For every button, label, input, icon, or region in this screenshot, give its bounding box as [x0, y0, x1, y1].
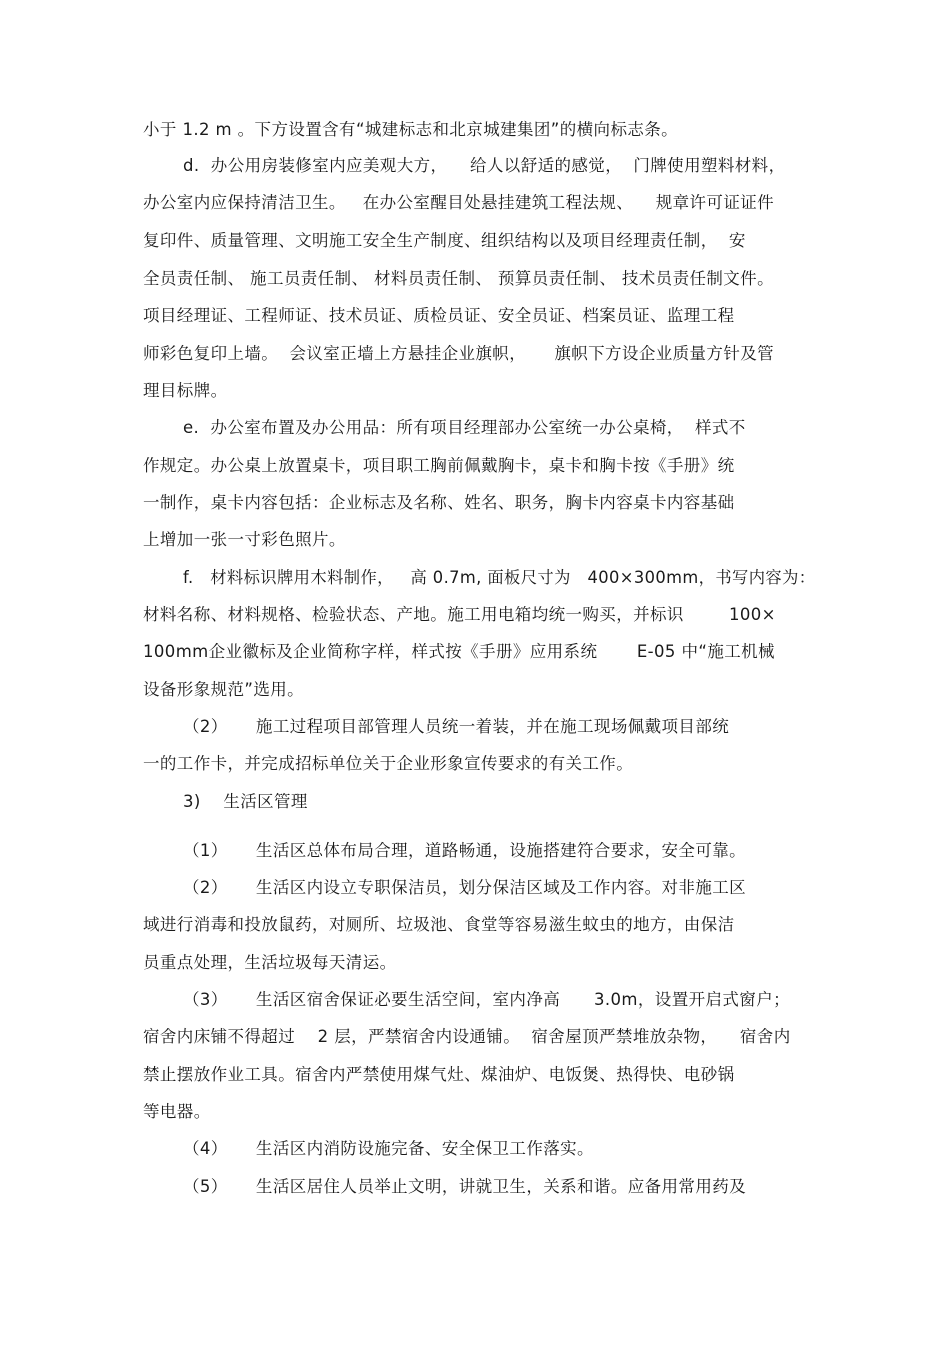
text-line: （2） 生活区内设立专职保洁员，划分保洁区域及工作内容。对非施工区: [183, 878, 747, 897]
text-line: 理目标牌。: [143, 381, 228, 400]
text-line: （3） 生活区宿舍保证必要生活空间，室内净高 3.0m，设置开启式窗户；: [183, 990, 791, 1009]
text-line: 100mm企业徽标及企业简称字样，样式按《手册》应用系统 E-05 中“施工机械: [143, 642, 775, 661]
text-line: 宿舍内床铺不得超过 2 层，严禁宿舍内设通铺。 宿舍屋顶严禁堆放杂物， 宿舍内: [143, 1027, 791, 1046]
text-line: （1） 生活区总体布局合理，道路畅通，设施搭建符合要求，安全可靠。: [183, 841, 747, 860]
text-line: 等电器。: [143, 1102, 211, 1121]
text-line: 一的工作卡，并完成招标单位关于企业形象宣传要求的有关工作。: [143, 754, 634, 773]
text-line: 复印件、质量管理、文明施工安全生产制度、组织结构以及项目经理责任制， 安: [143, 231, 746, 250]
text-line: d. 办公用房装修室内应美观大方， 给人以舒适的感觉， 门牌使用塑料材料，: [183, 156, 786, 175]
text-line: 禁止摆放作业工具。宿舍内严禁使用煤气灶、煤油炉、电饭煲、热得快、电砂锅: [143, 1065, 735, 1084]
text-line: 设备形象规范”选用。: [143, 680, 305, 699]
text-line: 项目经理证、工程师证、技术员证、质检员证、安全员证、档案员证、监理工程: [143, 306, 735, 325]
text-line: 域进行消毒和投放鼠药，对厕所、垃圾池、食堂等容易滋生蚊虫的地方，由保洁: [143, 915, 735, 934]
text-line: 作规定。办公桌上放置桌卡，项目职工胸前佩戴胸卡，桌卡和胸卡按《手册》统: [143, 456, 735, 475]
text-line: 3) 生活区管理: [183, 792, 308, 811]
text-line: 小于 1.2 m 。下方设置含有“城建标志和北京城建集团”的横向标志条。: [143, 120, 679, 139]
text-line: 材料名称、材料规格、检验状态、产地。施工用电箱均统一购买，并标识 100×: [143, 605, 776, 624]
text-line: 全员责任制、 施工员责任制、 材料员责任制、 预算员责任制、 技术员责任制文件。: [143, 269, 774, 288]
text-line: 师彩色复印上墙。 会议室正墙上方悬挂企业旗帜， 旗帜下方设企业质量方针及管: [143, 344, 775, 363]
text-line: e. 办公室布置及办公用品：所有项目经理部办公室统一办公桌椅， 样式不: [183, 418, 746, 437]
text-line: （5） 生活区居住人员举止文明，讲就卫生，关系和谐。应备用常用药及: [183, 1177, 747, 1196]
text-line: 员重点处理，生活垃圾每天清运。: [143, 953, 397, 972]
text-line: f. 材料标识牌用木料制作， 高 0.7m, 面板尺寸为 400×300mm，书写内容为：: [183, 568, 816, 587]
text-line: 办公室内应保持清洁卫生。 在办公室醒目处悬挂建筑工程法规、 规章许可证证件: [143, 193, 775, 212]
text-line: 上增加一张一寸彩色照片。: [143, 530, 346, 549]
text-line: （2） 施工过程项目部管理人员统一着装，并在施工现场佩戴项目部统: [183, 717, 730, 736]
text-line: （4） 生活区内消防设施完备、安全保卫工作落实。: [183, 1139, 594, 1158]
text-line: 一制作，桌卡内容包括：企业标志及名称、姓名、职务，胸卡内容桌卡内容基础: [143, 493, 735, 512]
